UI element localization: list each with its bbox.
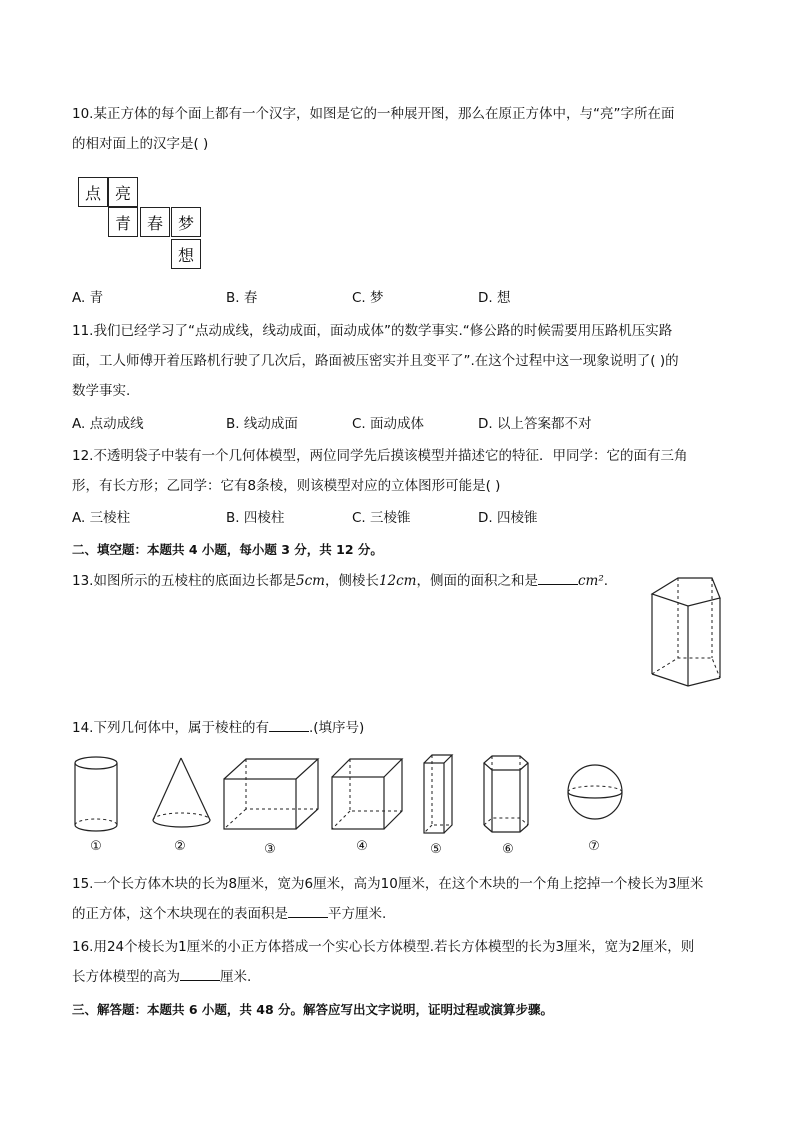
cuboid-figure [222, 757, 322, 837]
q12-option-b: B. 四棱柱 [226, 510, 285, 526]
q10-option-a: A. 青 [72, 290, 104, 306]
q11-text-line3: 数学事实. [72, 383, 131, 399]
q13-text [72, 571, 608, 591]
q10-option-d: D. 想 [478, 290, 511, 306]
q14-text-post: .(填序号) [308, 720, 365, 736]
q14-text-pre: 14.下列几何体中，属于棱柱的有 [72, 720, 269, 736]
q14-answer-blank [269, 718, 309, 732]
q13-side-length: 5cm [295, 573, 325, 589]
q13-text-pre: 13.如图所示的五棱柱的底面边长都是 [72, 573, 296, 589]
q11-text-line1: 11.我们已经学习了“点动成线，线动成面，面动成体”的数学事实.“修公路的时候需要用压路机压实路 [72, 323, 673, 339]
net-cell-chun: 春 [140, 207, 170, 237]
pentagonal-prism-figure [640, 570, 730, 695]
q15-answer-blank [288, 904, 328, 918]
q15-text-post: 平方厘米. [328, 906, 387, 922]
label-1: ① [90, 839, 102, 854]
q16-text-pre: 长方体模型的高为 [72, 969, 180, 985]
cylinder-figure [72, 755, 122, 835]
q12-option-a: A. 三棱柱 [72, 510, 131, 526]
q13-edge-length: 12cm [378, 573, 417, 589]
q10-text-line1: 10.某正方体的每个面上都有一个汉字，如图是它的一种展开图，那么在原正方体中，与“亮”字所在面 [72, 106, 675, 122]
net-cell-xiang: 想 [171, 239, 201, 269]
label-6: ⑥ [502, 842, 514, 857]
q13-unit: cm² [577, 573, 604, 589]
q13-text-end: . [603, 573, 609, 589]
q10-text-line2: 的相对面上的汉字是( ) [72, 136, 209, 152]
q13-text-mid: ，侧棱长 [324, 573, 379, 589]
q12-text-line1: 12.不透明袋子中装有一个几何体模型，两位同学先后摸该模型并描述它的特征．甲同学：它的面有三角 [72, 448, 688, 464]
label-3: ③ [264, 842, 276, 857]
label-5: ⑤ [430, 842, 442, 857]
q11-option-c: C. 面动成体 [352, 416, 425, 432]
square-prism-figure [422, 753, 457, 838]
q10-option-b: B. 春 [226, 290, 258, 306]
net-cell-liang: 亮 [108, 177, 138, 207]
label-7: ⑦ [588, 839, 600, 854]
q13-text-post: ，侧面的面积之和是 [416, 573, 538, 589]
q13-answer-blank [538, 571, 578, 585]
label-2: ② [174, 839, 186, 854]
q16-text-line2 [72, 967, 251, 987]
q15-text-pre: 的正方体，这个木块现在的表面积是 [72, 906, 288, 922]
q11-text-line2: 面，工人师傅开着压路机行驶了几次后，路面被压密实并且变平了”.在这个过程中这一现象说明了( )的 [72, 353, 679, 369]
label-4: ④ [356, 839, 368, 854]
q12-option-d: D. 四棱锥 [478, 510, 538, 526]
q12-text-line2: 形，有长方形；乙同学：它有8条棱，则该模型对应的立体图形可能是( ) [72, 478, 501, 494]
hexagonal-prism-figure [480, 753, 535, 838]
net-cell-dian: 点 [78, 177, 108, 207]
sphere-figure [565, 762, 625, 824]
cone-figure [150, 755, 215, 835]
q15-text-line2 [72, 904, 386, 924]
q11-option-d: D. 以上答案都不对 [478, 416, 592, 432]
q12-option-c: C. 三棱锥 [352, 510, 411, 526]
q10-option-c: C. 梦 [352, 290, 384, 306]
q16-answer-blank [180, 967, 220, 981]
q11-option-a: A. 点动成线 [72, 416, 144, 432]
net-cell-meng: 梦 [171, 207, 201, 237]
q16-text-post: 厘米. [220, 969, 252, 985]
q11-option-b: B. 线动成面 [226, 416, 298, 432]
section-3-heading: 三、解答题：本题共 6 小题，共 48 分。解答应写出文字说明，证明过程或演算步骤。 [72, 1002, 554, 1017]
cube-figure [330, 757, 410, 832]
net-cell-qing: 青 [108, 207, 138, 237]
q16-text-line1: 16.用24个棱长为1厘米的小正方体搭成一个实心长方体模型.若长方体模型的长为3厘米，宽为2厘米，则 [72, 939, 695, 955]
section-2-heading: 二、填空题：本题共 4 小题，每小题 3 分，共 12 分。 [72, 542, 383, 557]
q15-text-line1: 15.一个长方体木块的长为8厘米，宽为6厘米，高为10厘米，在这个木块的一个角上挖掉一个棱长为3厘米 [72, 876, 704, 892]
q14-text [72, 718, 364, 738]
